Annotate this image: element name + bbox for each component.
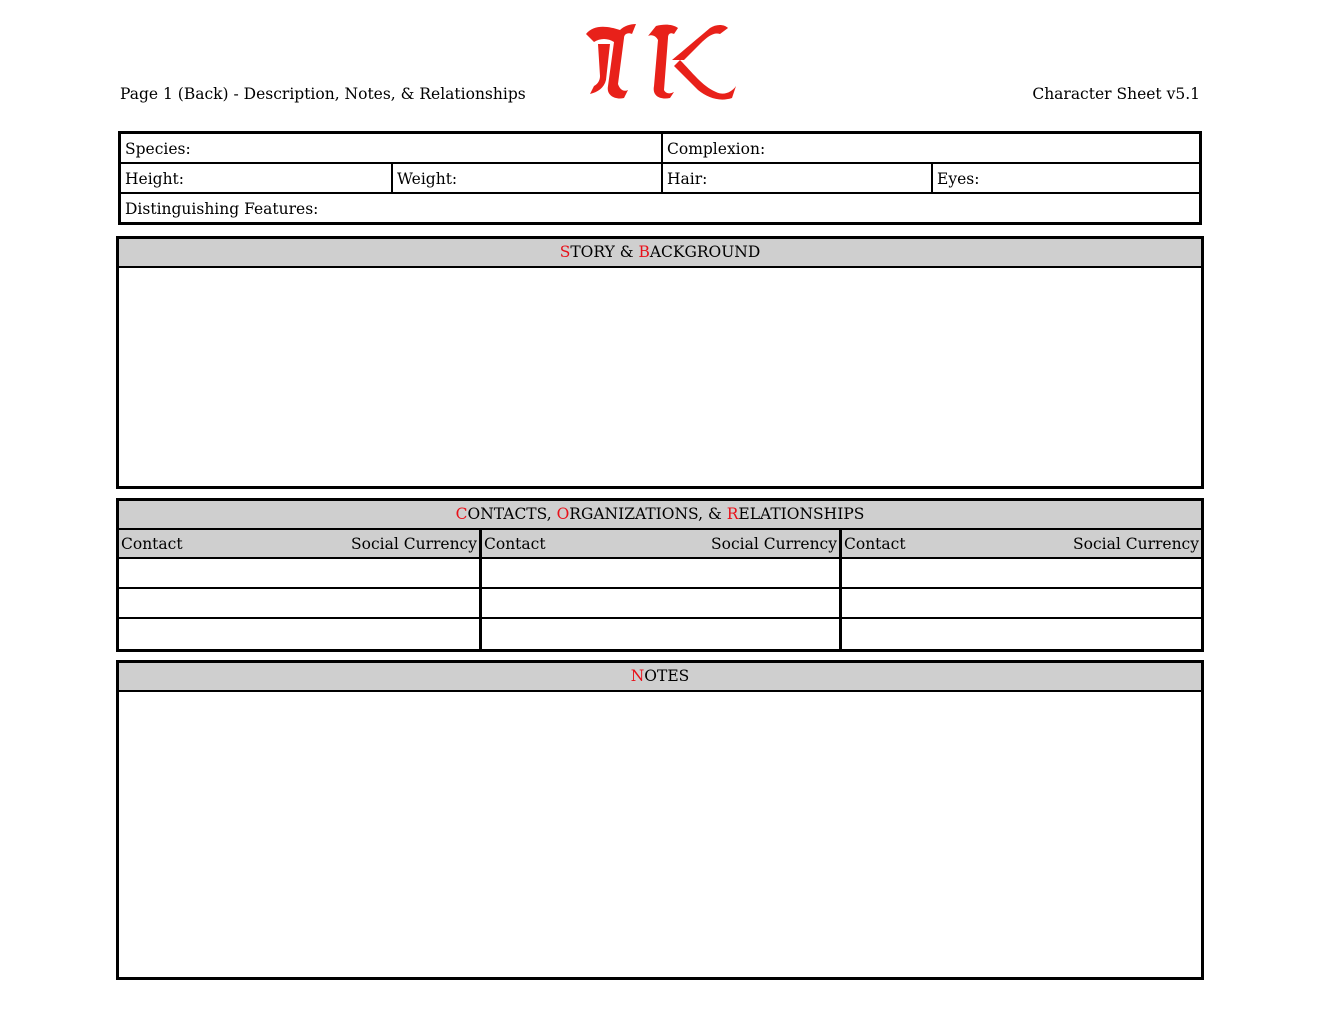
mk-logo bbox=[580, 20, 740, 100]
story-background-title bbox=[119, 239, 1201, 268]
contact-entry[interactable] bbox=[119, 559, 479, 589]
title-text: ELATIONSHIPS bbox=[738, 505, 865, 523]
contacts-column-header bbox=[119, 530, 479, 559]
species-label: Species: bbox=[125, 140, 191, 158]
contacts-table bbox=[119, 530, 1201, 649]
distinguishing-features-field[interactable] bbox=[121, 194, 1199, 222]
title-text: OTES bbox=[644, 667, 690, 685]
contact-entry[interactable] bbox=[842, 619, 1201, 649]
height-label: Height: bbox=[125, 170, 185, 188]
contacts-column-header bbox=[482, 530, 839, 559]
contacts-column-1 bbox=[119, 530, 479, 649]
description-table bbox=[118, 131, 1202, 225]
desc-row-1 bbox=[121, 134, 1199, 164]
title-text: ACKGROUND bbox=[649, 243, 761, 261]
contact-entry[interactable] bbox=[482, 589, 839, 619]
weight-label: Weight: bbox=[397, 170, 458, 188]
notes-textarea[interactable] bbox=[119, 692, 1201, 977]
story-background-textarea[interactable] bbox=[119, 268, 1201, 488]
contact-entry[interactable] bbox=[842, 559, 1201, 589]
contacts-title bbox=[119, 501, 1201, 530]
complexion-field[interactable] bbox=[661, 134, 1199, 162]
hair-label: Hair: bbox=[667, 170, 708, 188]
social-currency-header: Social Currency bbox=[1073, 535, 1199, 553]
contact-entry[interactable] bbox=[482, 619, 839, 649]
complexion-label: Complexion: bbox=[667, 140, 766, 158]
contact-header: Contact bbox=[121, 535, 183, 553]
contact-entry[interactable] bbox=[119, 589, 479, 619]
notes-title bbox=[119, 663, 1201, 692]
contact-entry[interactable] bbox=[482, 559, 839, 589]
contacts-column-3 bbox=[839, 530, 1201, 649]
distinguishing-features-label: Distinguishing Features: bbox=[125, 200, 319, 218]
page-label: Page 1 (Back) - Description, Notes, & Relationships bbox=[120, 85, 526, 103]
social-currency-header: Social Currency bbox=[711, 535, 837, 553]
title-text: RGANIZATIONS, & bbox=[569, 505, 727, 523]
hair-field[interactable] bbox=[661, 164, 931, 192]
contact-header: Contact bbox=[844, 535, 906, 553]
contact-header: Contact bbox=[484, 535, 546, 553]
species-field[interactable] bbox=[121, 134, 661, 162]
title-initial: O bbox=[556, 505, 570, 523]
height-field[interactable] bbox=[121, 164, 391, 192]
desc-row-2 bbox=[121, 164, 1199, 194]
contacts-column-2 bbox=[479, 530, 839, 649]
title-text: ONTACTS, bbox=[467, 505, 557, 523]
sheet-version: Character Sheet v5.1 bbox=[1032, 85, 1200, 103]
title-initial: B bbox=[638, 243, 650, 261]
desc-row-3 bbox=[121, 194, 1199, 222]
contacts-section bbox=[116, 498, 1204, 652]
title-initial: S bbox=[559, 243, 571, 261]
eyes-label: Eyes: bbox=[937, 170, 980, 188]
eyes-field[interactable] bbox=[931, 164, 1199, 192]
notes-section bbox=[116, 660, 1204, 980]
contact-entry[interactable] bbox=[842, 589, 1201, 619]
contacts-column-header bbox=[842, 530, 1201, 559]
contact-entry[interactable] bbox=[119, 619, 479, 649]
social-currency-header: Social Currency bbox=[351, 535, 477, 553]
title-initial: N bbox=[630, 667, 645, 685]
title-initial: R bbox=[726, 505, 739, 523]
weight-field[interactable] bbox=[391, 164, 661, 192]
title-initial: C bbox=[455, 505, 468, 523]
story-background-section bbox=[116, 236, 1204, 489]
title-text: TORY & bbox=[570, 243, 639, 261]
